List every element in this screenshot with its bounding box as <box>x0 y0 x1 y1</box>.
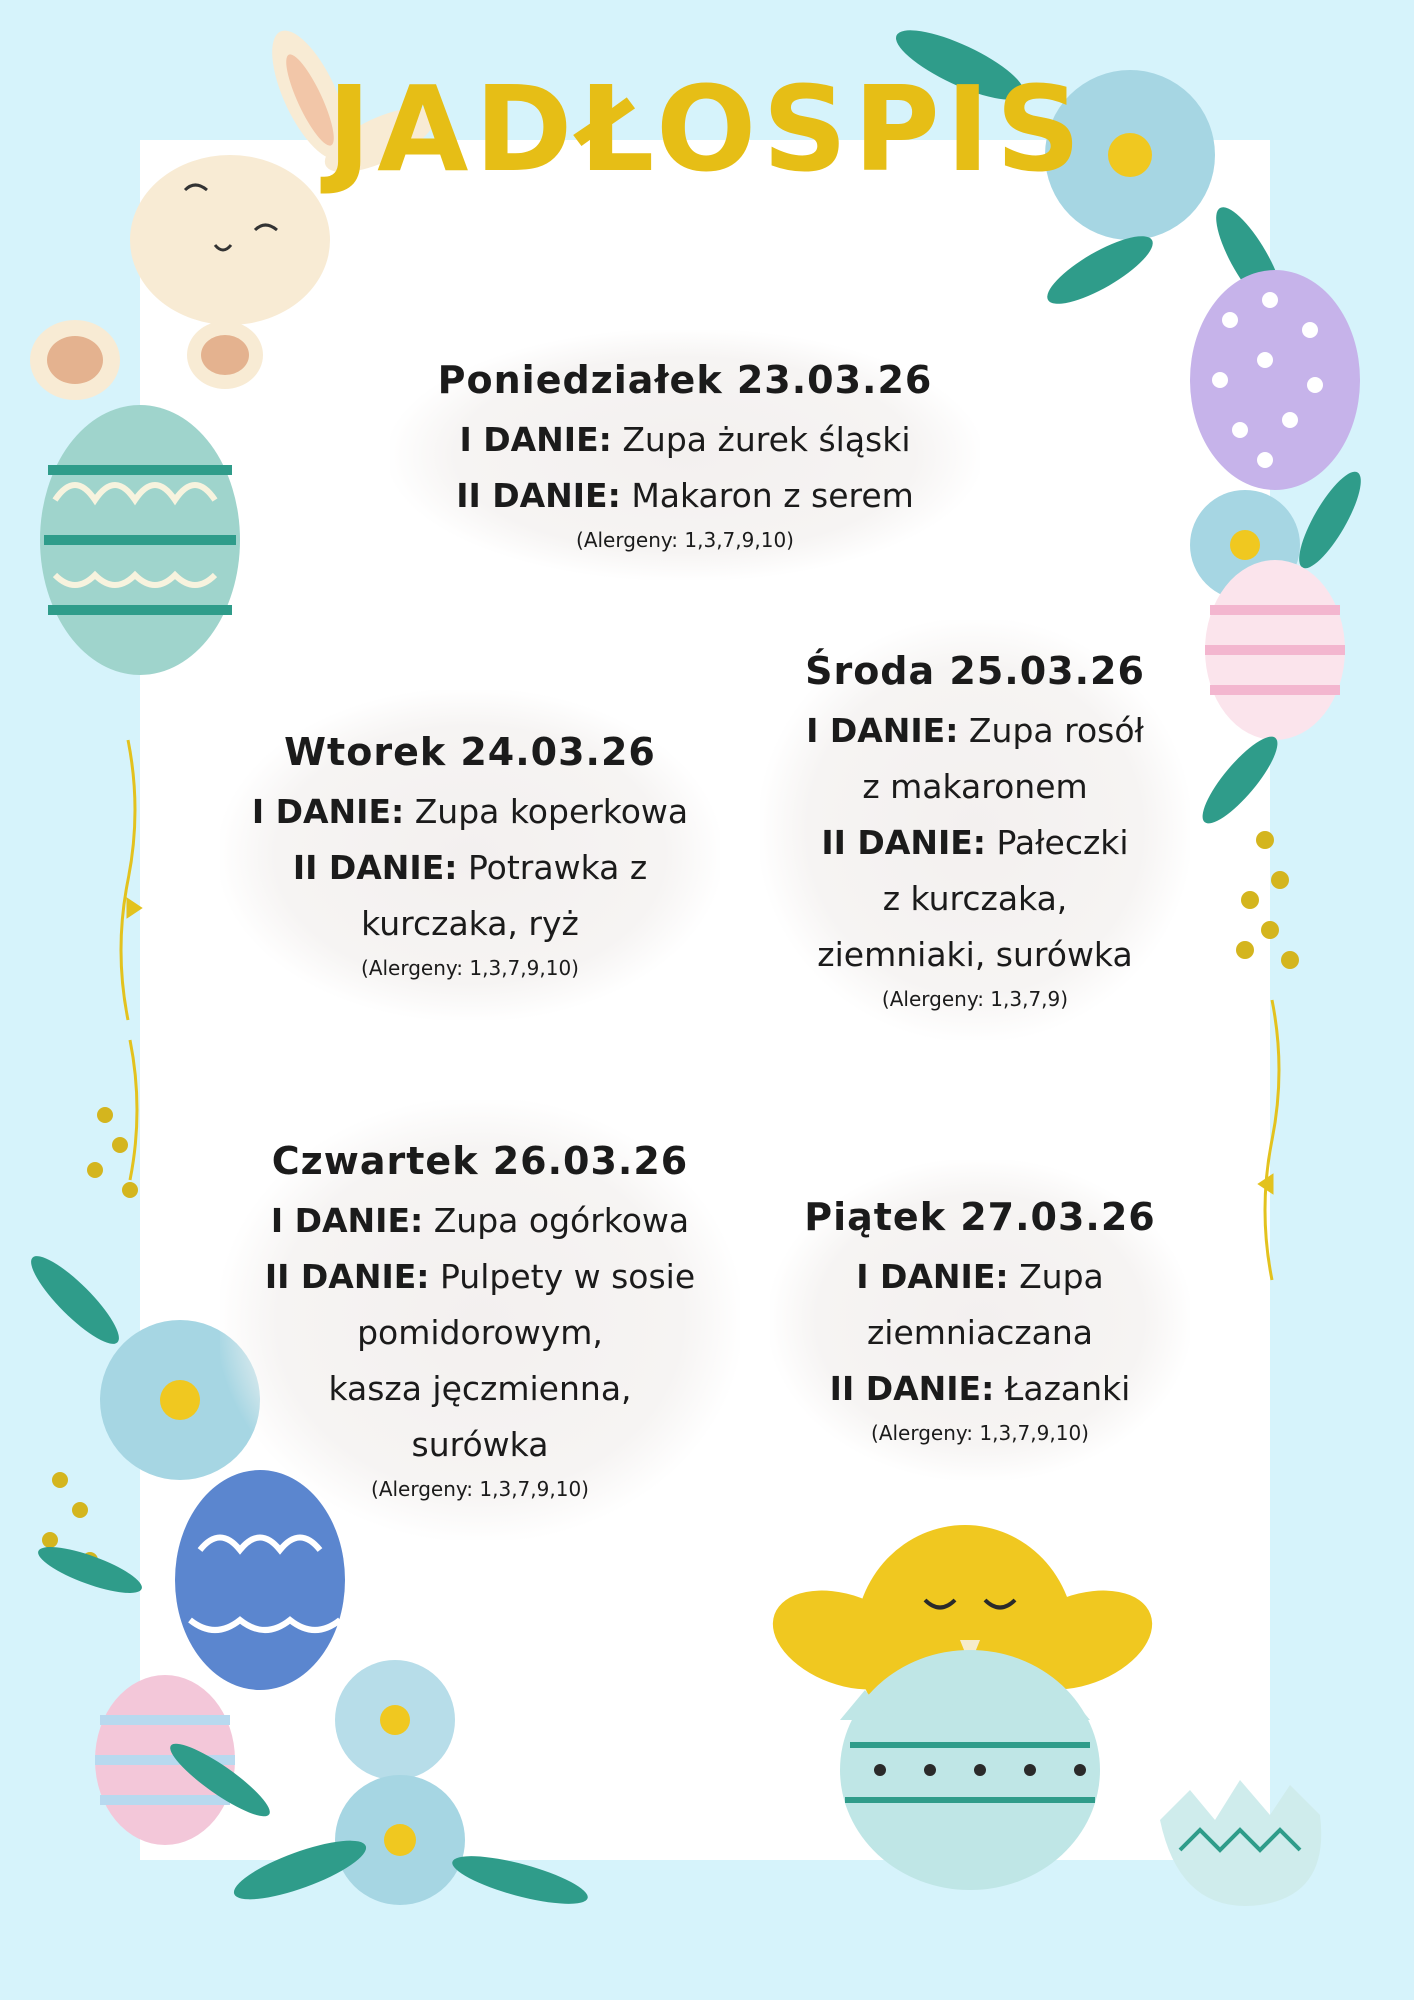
allergens-note: (Alergeny: 1,3,7,9,10) <box>871 1421 1089 1445</box>
first-course-dish: Zupa rosół <box>968 711 1144 750</box>
second-course-label: II DANIE: <box>292 848 458 887</box>
second-course-continued: kasza jęczmienna, <box>328 1369 632 1408</box>
menu-card-wednesday <box>760 620 1190 1040</box>
second-course-continued: pomidorowym, <box>357 1313 603 1352</box>
second-course-dish: Makaron z serem <box>631 476 914 515</box>
second-course <box>830 1361 1131 1417</box>
right-garland-icon <box>1260 1000 1279 1280</box>
first-course-dish: Zupa <box>1019 1257 1104 1296</box>
left-garland-icon <box>121 740 140 1180</box>
leaf-icon <box>1192 728 1299 969</box>
second-course-continued: ziemniaki, surówka <box>817 935 1133 974</box>
menu-card-monday <box>390 330 980 580</box>
second-course-dish: Pulpety w sosie <box>439 1257 696 1296</box>
first-course-label: I DANIE: <box>251 792 405 831</box>
first-course <box>806 703 1144 759</box>
first-course-label: I DANIE: <box>806 711 959 750</box>
second-course <box>293 840 647 896</box>
second-course-label: II DANIE: <box>264 1257 430 1296</box>
menu-card-tuesday <box>220 690 720 1020</box>
page-title: JADŁOSPIS <box>327 60 1087 198</box>
allergens-note: (Alergeny: 1,3,7,9,10) <box>371 1477 589 1501</box>
allergens-note: (Alergeny: 1,3,7,9) <box>881 987 1069 1011</box>
second-course-dish: Pałeczki <box>996 823 1129 862</box>
second-course-dish: Łazanki <box>1004 1369 1131 1408</box>
first-course-dish: Zupa żurek śląski <box>622 420 911 459</box>
first-course <box>252 784 688 840</box>
second-course-label: II DANIE: <box>456 476 621 515</box>
menu-card-thursday <box>220 1100 740 1540</box>
day-heading: Poniedziałek 23.03.26 <box>437 358 933 402</box>
easter-egg-icon <box>40 405 240 675</box>
second-course <box>821 815 1128 871</box>
day-heading: Piątek 27.03.26 <box>804 1195 1156 1239</box>
first-course <box>459 412 910 468</box>
second-course-continued: kurczaka, ryż <box>361 904 579 943</box>
chick-illustration <box>759 1525 1166 1890</box>
second-course-label: II DANIE: <box>821 823 987 862</box>
first-course-dish: Zupa koperkowa <box>414 792 689 831</box>
easter-egg-icon <box>1205 560 1345 740</box>
second-course-label: II DANIE: <box>829 1369 995 1408</box>
first-course-label: I DANIE: <box>856 1257 1009 1296</box>
flower-icon <box>163 1660 592 1914</box>
second-course <box>456 468 914 524</box>
eggshell-icon <box>1160 1780 1321 1906</box>
day-heading: Wtorek 24.03.26 <box>284 730 656 774</box>
second-course-continued: z kurczaka, <box>882 879 1068 918</box>
allergens-note: (Alergeny: 1,3,7,9,10) <box>576 528 794 552</box>
day-heading: Czwartek 26.03.26 <box>271 1139 689 1183</box>
second-course-dish: Potrawka z <box>467 848 648 887</box>
easter-egg-icon <box>1190 270 1360 490</box>
menu-card-friday <box>770 1160 1190 1480</box>
allergens-note: (Alergeny: 1,3,7,9,10) <box>361 956 579 980</box>
first-course-continued: ziemniaczana <box>866 1313 1094 1352</box>
day-heading: Środa 25.03.26 <box>805 649 1145 693</box>
first-course-label: I DANIE: <box>270 1201 424 1240</box>
second-course <box>265 1249 695 1305</box>
first-course <box>856 1249 1104 1305</box>
first-course <box>271 1193 689 1249</box>
first-course-continued: z makaronem <box>862 767 1088 806</box>
second-course-continued: surówka <box>411 1425 549 1464</box>
first-course-label: I DANIE: <box>459 420 612 459</box>
first-course-dish: Zupa ogórkowa <box>433 1201 690 1240</box>
